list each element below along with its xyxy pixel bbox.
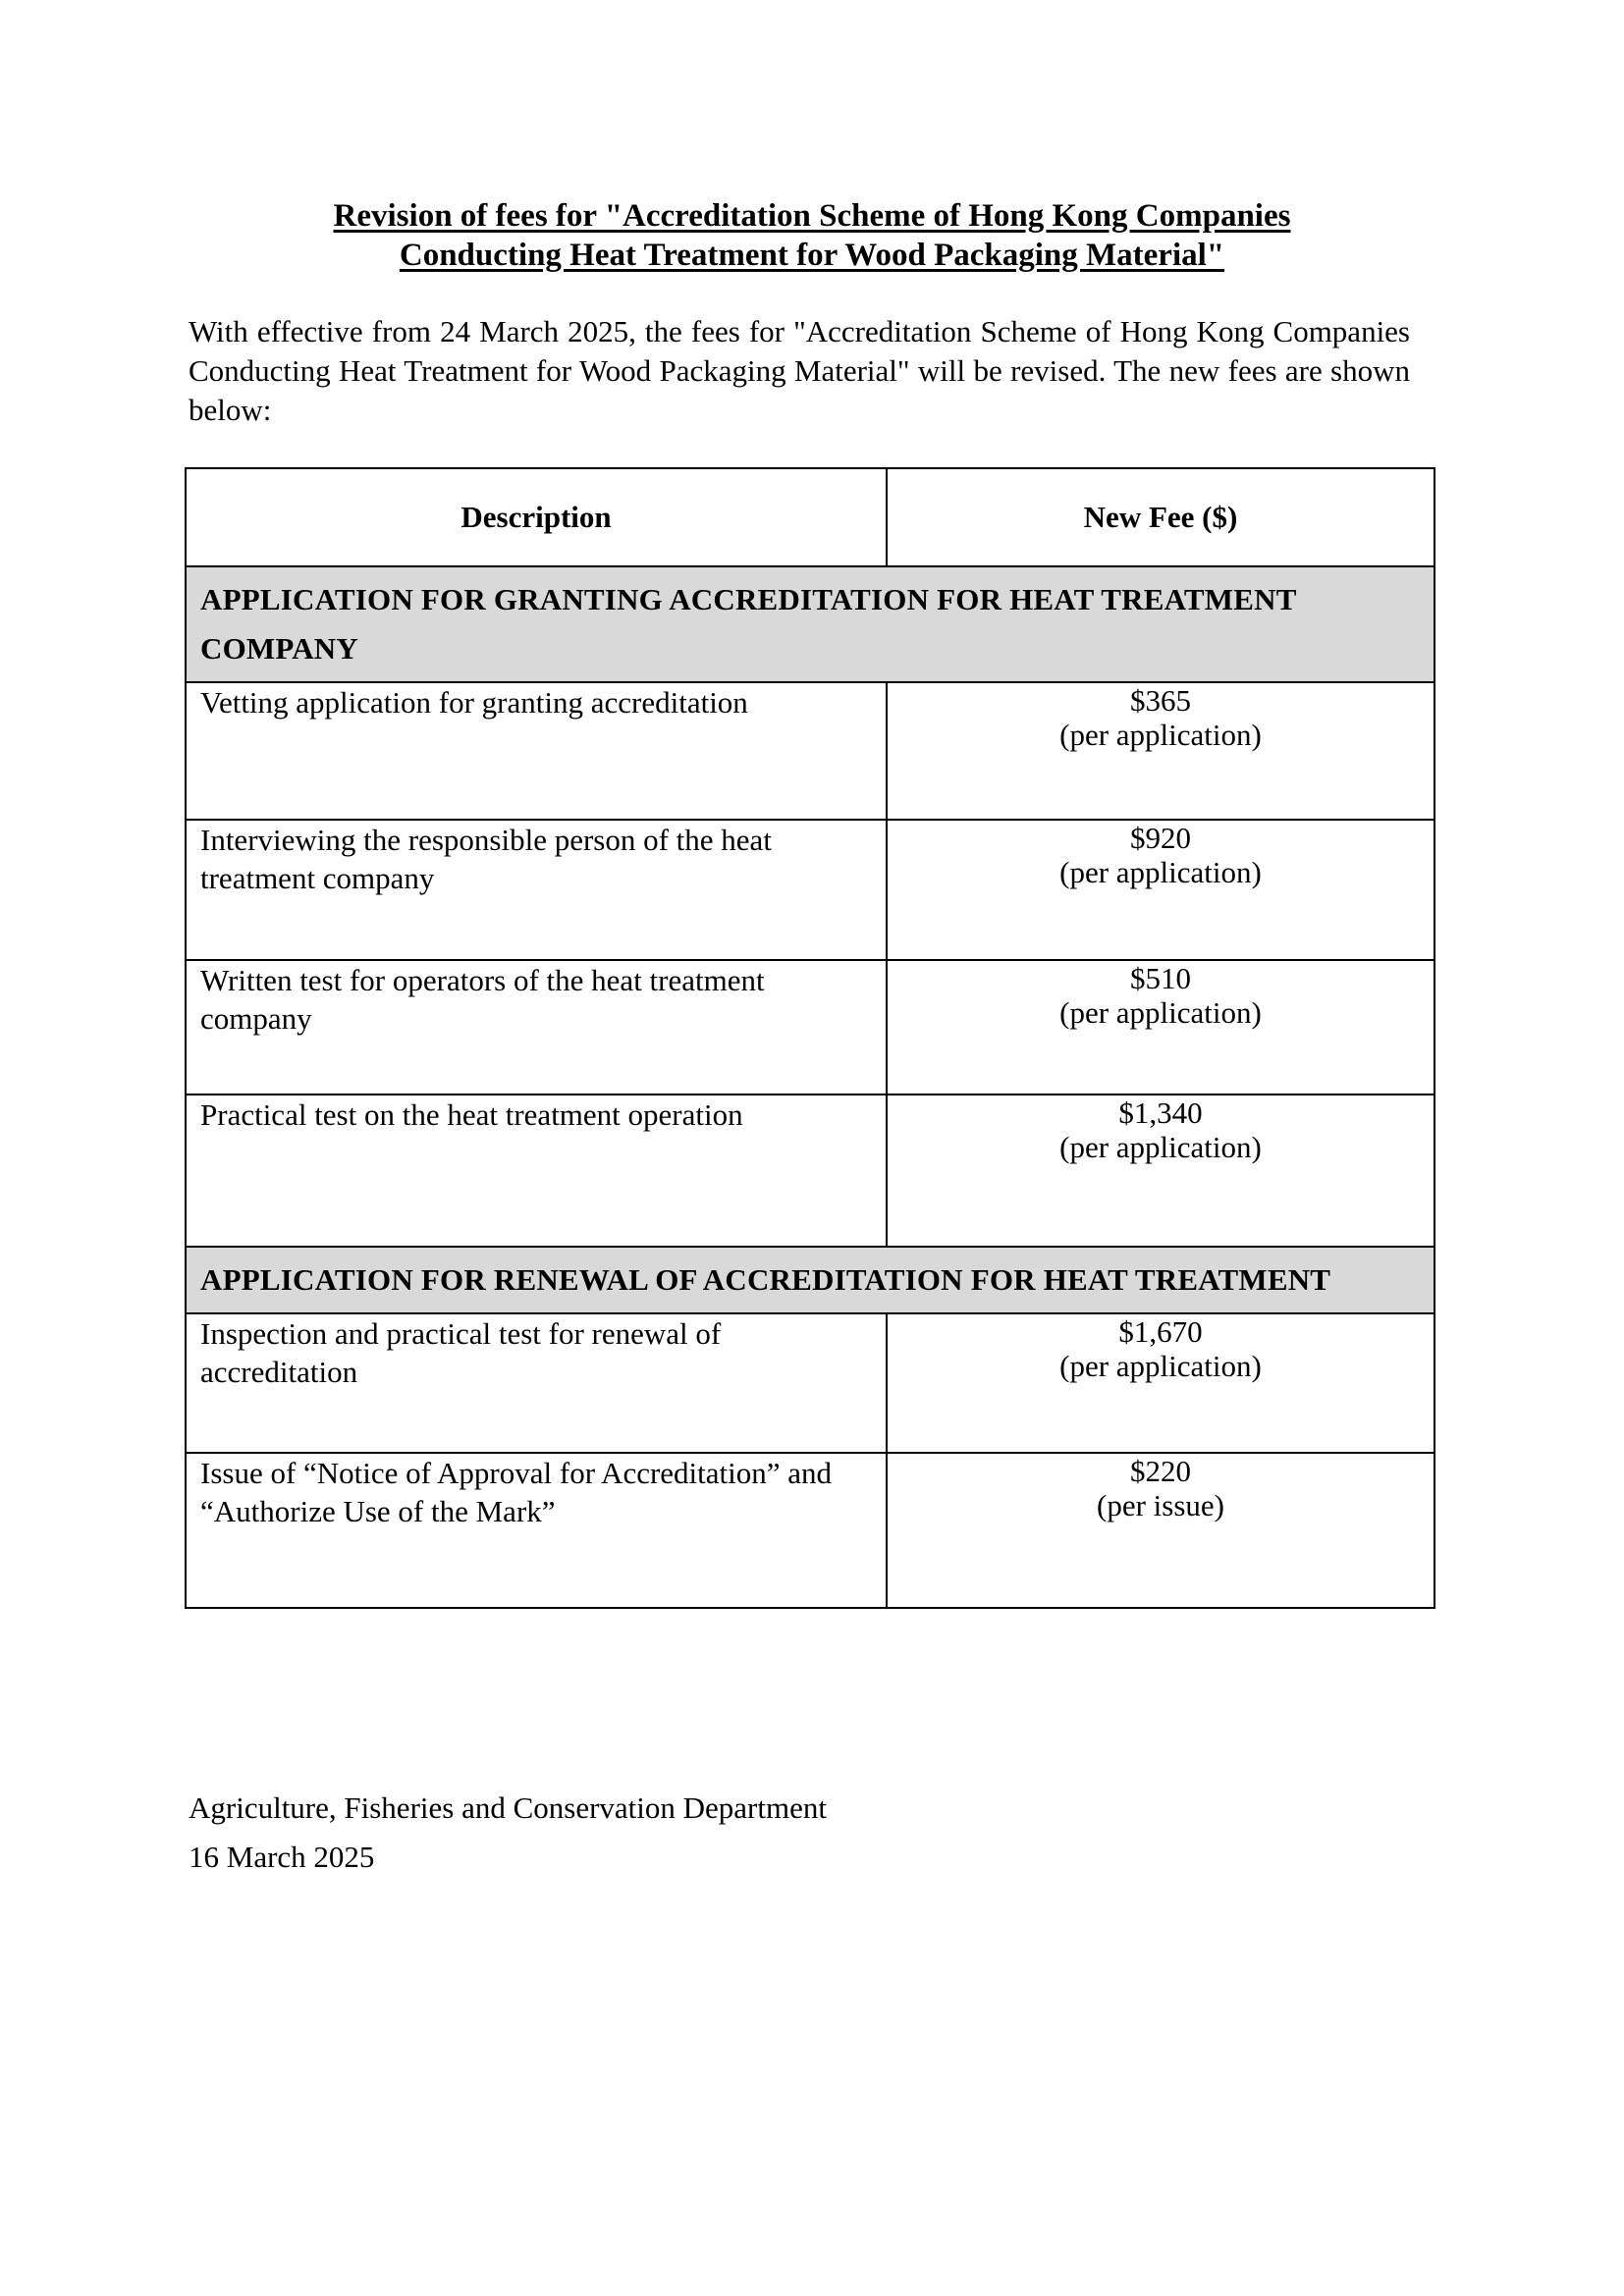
fee-description: Vetting application for granting accreditation	[186, 682, 887, 820]
issue-date: 16 March 2025	[189, 1840, 375, 1874]
table-header-row	[186, 468, 1435, 566]
column-header-new-fee: New Fee ($)	[887, 468, 1435, 566]
fee-unit: (per application)	[1059, 995, 1262, 1030]
fee-amount: $220	[1130, 1454, 1191, 1488]
fee-unit: (per application)	[1059, 1130, 1262, 1164]
intro-paragraph: With effective from 24 March 2025, the fees for "Accreditation Scheme of Hong Kong Companies Conducting Heat Treatment for Wood Packaging Material" will be revised. The new fees are shown below:	[189, 314, 1410, 427]
section-row-renewal	[186, 1247, 1435, 1313]
fee-cell	[887, 1313, 1435, 1453]
fee-description: Inspection and practical test for renewal of accreditation	[186, 1313, 887, 1453]
signature-block	[189, 1784, 827, 1882]
fee-cell	[887, 960, 1435, 1095]
fee-amount: $365	[1130, 683, 1191, 718]
table-row	[186, 820, 1435, 960]
fee-description: Interviewing the responsible person of the heat treatment company	[186, 820, 887, 960]
table-row	[186, 1095, 1435, 1247]
fee-amount: $1,340	[1118, 1095, 1203, 1130]
table-row	[186, 960, 1435, 1095]
title-line-1: Revision of fees for "Accreditation Scheme of Hong Kong Companies	[333, 198, 1291, 234]
fee-description: Practical test on the heat treatment operation	[186, 1095, 887, 1247]
fee-unit: (per application)	[1059, 1349, 1262, 1383]
fee-description: Written test for operators of the heat treatment company	[186, 960, 887, 1095]
column-header-description: Description	[186, 468, 887, 566]
fee-cell	[887, 820, 1435, 960]
title-line-2: Conducting Heat Treatment for Wood Packaging Material"	[399, 238, 1225, 273]
section-heading: APPLICATION FOR RENEWAL OF ACCREDITATION FOR HEAT TREATMENT	[186, 1247, 1435, 1313]
fee-unit: (per application)	[1059, 718, 1262, 752]
fee-cell	[887, 1453, 1435, 1608]
fee-cell	[887, 1095, 1435, 1247]
fee-unit: (per application)	[1059, 855, 1262, 889]
fee-unit: (per issue)	[1097, 1488, 1224, 1522]
table-row	[186, 1453, 1435, 1608]
section-heading: APPLICATION FOR GRANTING ACCREDITATION FOR HEAT TREATMENT COMPANY	[186, 566, 1435, 682]
document-title	[0, 196, 1624, 275]
fee-amount: $510	[1130, 961, 1191, 995]
table-row	[186, 682, 1435, 820]
department-name: Agriculture, Fisheries and Conservation Department	[189, 1790, 827, 1825]
table-row	[186, 1313, 1435, 1453]
fee-amount: $1,670	[1118, 1314, 1203, 1349]
fee-cell	[887, 682, 1435, 820]
section-row-granting	[186, 566, 1435, 682]
fee-description: Issue of “Notice of Approval for Accreditation” and “Authorize Use of the Mark”	[186, 1453, 887, 1608]
fee-table	[185, 467, 1435, 1609]
fee-amount: $920	[1130, 821, 1191, 855]
